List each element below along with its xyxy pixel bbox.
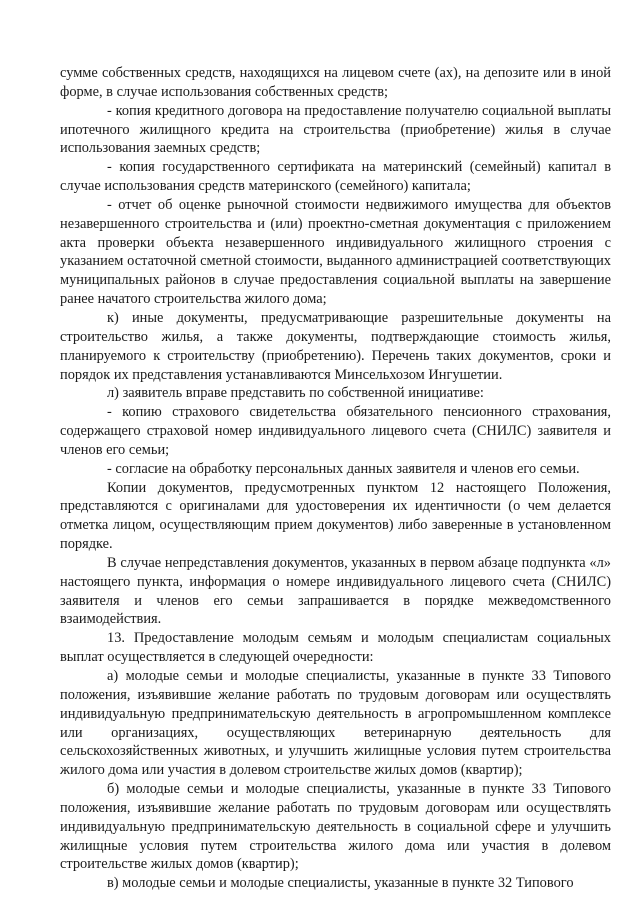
paragraph-12: а) молодые семьи и молодые специалисты, указанные в пункте 33 Типового положения, изъявившие желание работать по трудовым договорам или осуществлять индивидуальную предпринимательскую деятельность в агропромышленном комплексе или организациях, осуществляющих ветеринарную деятельность для сельскохозяйственных животных, и улучшить жилищные условия путем строительства жилого дома или участия в долевом строительстве жилых домов (квартир);: [60, 668, 611, 779]
paragraph-8: - согласие на обработку персональных данных заявителя и членов его семьи.: [107, 460, 580, 477]
paragraph-13: б) молодые семьи и молодые специалисты, указанные в пункте 33 Типового положения, изъявившие желание работать по трудовым договорам или осуществлять индивидуальную предпринимательскую деятельность в социальной сфере и улучшить жилищные условия путем строительства жилого дома или участия в долевом строительстве жилых домов (квартир);: [60, 781, 611, 873]
paragraph-1: сумме собственных средств, находящихся на лицевом счете (ах), на депозите или в иной форме, в случае использования собственных средств;: [60, 65, 611, 100]
paragraph-6: л) заявитель вправе представить по собственной инициативе:: [107, 385, 484, 402]
paragraph-3: - копия государственного сертификата на материнский (семейный) капитал в случае использования средств материнского (семейного) капитала;: [60, 159, 611, 195]
paragraph-5: к) иные документы, предусматривающие разрешительные документы на строительство жилья, а также документы, подтверждающие стоимость жилья, планируемого к строительству (приобретению). Перечень таких документов, сроки и порядок их представления устанавливаются Минсельхозом Ингушетии.: [60, 309, 611, 383]
paragraph-7: - копию страхового свидетельства обязательного пенсионного страхования, содержащего страховой номер индивидуального лицевого счета (СНИЛС) заявителя и членов его семьи;: [60, 404, 611, 458]
paragraph-2: - копия кредитного договора на предоставление получателю социальной выплаты ипотечного жилищного кредита на строительства (приобретение) жилья в случае использования заемных средств;: [60, 102, 611, 157]
paragraph-9: Копии документов, предусмотренных пунктом 12 настоящего Положения, представляются с оригиналами для удостоверения их идентичности (о чем делается отметка лицом, осуществляющим прием документов) либо заверенные в установленном порядке.: [60, 479, 611, 553]
document-page: [60, 64, 611, 893]
paragraph-4: - отчет об оценке рыночной стоимости недвижимого имущества для объектов незавершенного строительства и (или) проектно-сметная документация с приложением акта проверки объекта незавершенного индивидуального жилищного строения с указанием остаточной сметной стоимости, выданного администрацией соответствующих муниципальных районов в случае предоставления социальной выплаты на завершение ранее начатого строительства жилого дома;: [60, 196, 611, 308]
paragraph-10: В случае непредставления документов, указанных в первом абзаце подпункта «л» настоящего пункта, информация о номере индивидуального лицевого счета (СНИЛС) заявителя и членов его семьи запрашивается в порядке межведомственного взаимодействия.: [60, 554, 611, 628]
paragraph-11: 13. Предоставление молодым семьям и молодым специалистам социальных выплат осуществляется в следующей очередности:: [60, 630, 611, 666]
paragraph-14: в) молодые семьи и молодые специалисты, указанные в пункте 32 Типового: [107, 875, 574, 892]
